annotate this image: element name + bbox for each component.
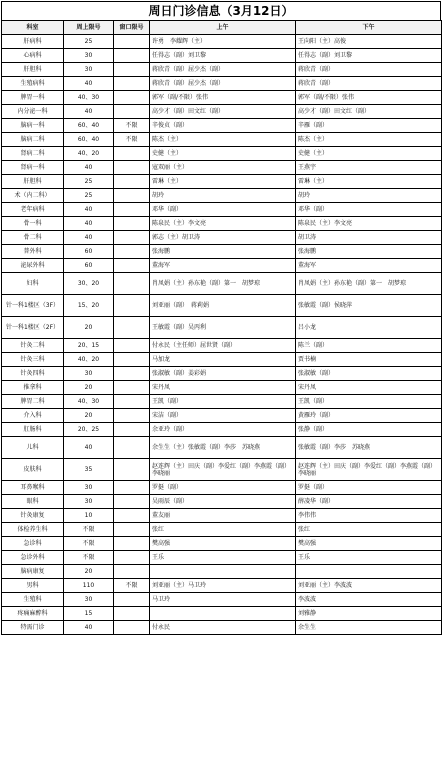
limit-cell: 15 <box>64 607 114 621</box>
table-row <box>2 621 442 635</box>
afternoon-doctors-cell: 王向阳（主）高俊 <box>296 35 442 49</box>
window-limit-cell <box>114 481 150 495</box>
limit-cell: 40 <box>64 231 114 245</box>
col-header-dept: 科室 <box>2 21 64 35</box>
morning-doctors-cell: 张红 <box>150 523 296 537</box>
window-limit-cell <box>114 295 150 317</box>
window-limit-cell <box>114 189 150 203</box>
afternoon-doctors-cell: 薛凌华（副） <box>296 495 442 509</box>
window-limit-cell <box>114 147 150 161</box>
afternoon-doctors-cell: 李波波 <box>296 593 442 607</box>
morning-doctors-cell: 董海军 <box>150 259 296 273</box>
table-row <box>2 509 442 523</box>
page-title: 周日门诊信息（3月12日） <box>1 1 441 20</box>
window-limit-cell <box>114 565 150 579</box>
afternoon-doctors-cell: 张敏霞（副）侯晓萍 <box>296 295 442 317</box>
limit-cell: 15、20 <box>64 295 114 317</box>
limit-cell: 不限 <box>64 537 114 551</box>
limit-cell: 40、30 <box>64 91 114 105</box>
afternoon-doctors-cell: 张敏霞（副）李莎 苏晓燕 <box>296 437 442 459</box>
table-row <box>2 231 442 245</box>
afternoon-doctors-cell: 罗挺（副） <box>296 481 442 495</box>
window-limit-cell <box>114 367 150 381</box>
dept-cell: 术（内二科） <box>2 189 64 203</box>
morning-doctors-cell: 赵连辉（主）田庆（副）李爱红（副）李燕霞（副）李晓丽 <box>150 459 296 481</box>
window-limit-cell <box>114 607 150 621</box>
col-header-limit: 周上限号 <box>64 21 114 35</box>
morning-doctors-cell: 蒋欣青（副）屈少杰（副） <box>150 63 296 77</box>
limit-cell: 不限 <box>64 523 114 537</box>
window-limit-cell <box>114 259 150 273</box>
dept-cell: 肝病科 <box>2 35 64 49</box>
afternoon-doctors-cell: 胡卫涛 <box>296 231 442 245</box>
dept-cell: 耳鼻喉科 <box>2 481 64 495</box>
morning-doctors-cell: 付永民 <box>150 621 296 635</box>
morning-doctors-cell: 王乐 <box>150 551 296 565</box>
limit-cell: 25 <box>64 175 114 189</box>
dept-cell: 眼科 <box>2 495 64 509</box>
dept-cell: 急诊外科 <box>2 551 64 565</box>
limit-cell: 60 <box>64 259 114 273</box>
morning-doctors-cell: 刘亚丽（副） 蒋莉娟 <box>150 295 296 317</box>
afternoon-doctors-cell: 张海鹏 <box>296 245 442 259</box>
afternoon-doctors-cell: 刘亚丽（主）李波波 <box>296 579 442 593</box>
window-limit-cell <box>114 409 150 423</box>
limit-cell: 20 <box>64 381 114 395</box>
table-row <box>2 189 442 203</box>
window-limit-cell <box>114 537 150 551</box>
morning-doctors-cell: 王敏霞（副）吴丙利 <box>150 317 296 339</box>
morning-doctors-cell: 许勇 李耀辉（主） <box>150 35 296 49</box>
afternoon-doctors-cell: 肖凤娟（主）孙东艳（副）第一 胡梦琼 <box>296 273 442 295</box>
limit-cell: 40 <box>64 621 114 635</box>
window-limit-cell <box>114 217 150 231</box>
afternoon-doctors-cell: 蒋欣青（副） <box>296 63 442 77</box>
window-limit-cell <box>114 77 150 91</box>
limit-cell: 20 <box>64 565 114 579</box>
window-limit-cell <box>114 551 150 565</box>
limit-cell: 40 <box>64 203 114 217</box>
table-row <box>2 49 442 63</box>
dept-cell: 生殖科 <box>2 593 64 607</box>
table-row <box>2 203 442 217</box>
table-row <box>2 63 442 77</box>
dept-cell: 脾胃二科 <box>2 395 64 409</box>
window-limit-cell <box>114 339 150 353</box>
dept-cell: 针灸三科 <box>2 353 64 367</box>
table-row <box>2 217 442 231</box>
table-row <box>2 607 442 621</box>
limit-cell: 40、30 <box>64 395 114 409</box>
limit-cell: 30 <box>64 367 114 381</box>
table-row <box>2 481 442 495</box>
table-row <box>2 317 442 339</box>
morning-doctors-cell: 寇双丽（主） <box>150 161 296 175</box>
window-limit-cell <box>114 353 150 367</box>
table-header-row <box>2 21 442 35</box>
limit-cell: 不限 <box>64 551 114 565</box>
dept-cell: 脑病二科 <box>2 133 64 147</box>
limit-cell: 60、40 <box>64 119 114 133</box>
afternoon-doctors-cell: 郭军（副/不限）张伟 <box>296 91 442 105</box>
window-limit-cell <box>114 49 150 63</box>
limit-cell: 25 <box>64 35 114 49</box>
limit-cell: 10 <box>64 509 114 523</box>
window-limit-cell <box>114 105 150 119</box>
afternoon-doctors-cell: 刘雅静 <box>296 607 442 621</box>
morning-doctors-cell: 罗挺（副） <box>150 481 296 495</box>
dept-cell: 疼痛麻醉科 <box>2 607 64 621</box>
afternoon-doctors-cell: 张静（副） <box>296 423 442 437</box>
dept-cell: 针灸二科 <box>2 339 64 353</box>
morning-doctors-cell: 吴雨辰（副） <box>150 495 296 509</box>
dept-cell: 骨一科 <box>2 217 64 231</box>
schedule-sheet <box>1 1 441 635</box>
dept-cell: 脑病康复 <box>2 565 64 579</box>
table-row <box>2 459 442 481</box>
dept-cell: 脑病一科 <box>2 119 64 133</box>
dept-cell: 内分泌一科 <box>2 105 64 119</box>
morning-doctors-cell: 郭志（主）胡卫涛 <box>150 231 296 245</box>
col-header-window: 窗口限号 <box>114 21 150 35</box>
morning-doctors-cell <box>150 565 296 579</box>
afternoon-doctors-cell: 李伟伟 <box>296 509 442 523</box>
morning-doctors-cell: 张淑敏（副）姜彩娟 <box>150 367 296 381</box>
limit-cell: 40 <box>64 77 114 91</box>
window-limit-cell <box>114 395 150 409</box>
window-limit-cell <box>114 245 150 259</box>
afternoon-doctors-cell: 樊高强 <box>296 537 442 551</box>
limit-cell: 40 <box>64 437 114 459</box>
limit-cell: 60、40 <box>64 133 114 147</box>
morning-doctors-cell: 辛俊贞（副） <box>150 119 296 133</box>
table-row <box>2 133 442 147</box>
window-limit-cell: 不限 <box>114 133 150 147</box>
morning-doctors-cell: 张海鹏 <box>150 245 296 259</box>
morning-doctors-cell: 肖凤娟（主）孙东艳（副）第一 胡梦琼 <box>150 273 296 295</box>
limit-cell: 30 <box>64 481 114 495</box>
limit-cell: 30 <box>64 63 114 77</box>
table-row <box>2 35 442 49</box>
morning-doctors-cell: 蒋欣青（副）屈少杰（副） <box>150 77 296 91</box>
dept-cell: 针灸康复 <box>2 509 64 523</box>
table-row <box>2 579 442 593</box>
limit-cell: 30 <box>64 495 114 509</box>
afternoon-doctors-cell: 史健（主） <box>296 147 442 161</box>
table-row <box>2 259 442 273</box>
table-row <box>2 91 442 105</box>
window-limit-cell <box>114 317 150 339</box>
dept-cell: 急诊科 <box>2 537 64 551</box>
afternoon-doctors-cell: 辛雁（副） <box>296 119 442 133</box>
afternoon-doctors-cell: 陈兰（副） <box>296 339 442 353</box>
window-limit-cell <box>114 35 150 49</box>
table-row <box>2 423 442 437</box>
dept-cell: 心病科 <box>2 49 64 63</box>
dept-cell: 特需门诊 <box>2 621 64 635</box>
afternoon-doctors-cell: 王燕宇 <box>296 161 442 175</box>
dept-cell: 肝胆科 <box>2 63 64 77</box>
afternoon-doctors-cell: 陈泉民（主）李文亮 <box>296 217 442 231</box>
dept-cell: 肾病二科 <box>2 147 64 161</box>
table-row <box>2 551 442 565</box>
table-row <box>2 523 442 537</box>
morning-doctors-cell: 刘亚丽（主）马卫玲 <box>150 579 296 593</box>
table-row <box>2 175 442 189</box>
morning-doctors-cell: 宋丹凤 <box>150 381 296 395</box>
col-header-pm: 下午 <box>296 21 442 35</box>
window-limit-cell <box>114 523 150 537</box>
afternoon-doctors-cell: 贾书楠 <box>296 353 442 367</box>
window-limit-cell: 不限 <box>114 119 150 133</box>
limit-cell: 110 <box>64 579 114 593</box>
table-row <box>2 245 442 259</box>
dept-cell: 肝胆科 <box>2 175 64 189</box>
table-row <box>2 295 442 317</box>
window-limit-cell <box>114 203 150 217</box>
afternoon-doctors-cell: 王乐 <box>296 551 442 565</box>
window-limit-cell <box>114 509 150 523</box>
limit-cell: 60 <box>64 245 114 259</box>
table-row <box>2 77 442 91</box>
dept-cell: 男科 <box>2 579 64 593</box>
morning-doctors-cell: 陈杰（主） <box>150 133 296 147</box>
table-row <box>2 339 442 353</box>
dept-cell: 针灸四科 <box>2 367 64 381</box>
afternoon-doctors-cell: 邓华（副） <box>296 203 442 217</box>
afternoon-doctors-cell: 任得志（副）刘卫黎 <box>296 49 442 63</box>
table-row <box>2 437 442 459</box>
limit-cell: 30 <box>64 49 114 63</box>
dept-cell: 泌尿外科 <box>2 259 64 273</box>
window-limit-cell <box>114 273 150 295</box>
morning-doctors-cell: 付永民（主任师）屈世贤（副） <box>150 339 296 353</box>
morning-doctors-cell: 王凯（副） <box>150 395 296 409</box>
window-limit-cell <box>114 593 150 607</box>
morning-doctors-cell: 雷琳（主） <box>150 175 296 189</box>
limit-cell: 40 <box>64 105 114 119</box>
afternoon-doctors-cell: 黄雁玲（副） <box>296 409 442 423</box>
dept-cell: 肾病一科 <box>2 161 64 175</box>
morning-doctors-cell: 董友丽 <box>150 509 296 523</box>
dept-cell: 普外科 <box>2 245 64 259</box>
table-row <box>2 367 442 381</box>
dept-cell: 生殖病科 <box>2 77 64 91</box>
window-limit-cell: 不限 <box>114 579 150 593</box>
table-row <box>2 409 442 423</box>
morning-doctors-cell: 马加龙 <box>150 353 296 367</box>
limit-cell: 25 <box>64 189 114 203</box>
window-limit-cell <box>114 459 150 481</box>
table-body <box>2 35 442 635</box>
morning-doctors-cell: 余生生（主）张敏霞（副）李莎 苏晓燕 <box>150 437 296 459</box>
limit-cell: 40、20 <box>64 353 114 367</box>
afternoon-doctors-cell: 陈杰（主） <box>296 133 442 147</box>
window-limit-cell <box>114 621 150 635</box>
afternoon-doctors-cell: 赵连辉（主）田庆（副）李爱红（副）李燕霞（副）李晓丽 <box>296 459 442 481</box>
limit-cell: 30 <box>64 593 114 607</box>
afternoon-doctors-cell: 吕小龙 <box>296 317 442 339</box>
afternoon-doctors-cell: 张红 <box>296 523 442 537</box>
afternoon-doctors-cell: 高少才（副）田文红（副） <box>296 105 442 119</box>
schedule-table <box>1 20 442 635</box>
table-row <box>2 495 442 509</box>
dept-cell: 妇科 <box>2 273 64 295</box>
table-row <box>2 395 442 409</box>
afternoon-doctors-cell: 张淑敏（副） <box>296 367 442 381</box>
dept-cell: 针一科1楼区（3F） <box>2 295 64 317</box>
dept-cell: 肛肠科 <box>2 423 64 437</box>
afternoon-doctors-cell: 雷琳（主） <box>296 175 442 189</box>
window-limit-cell <box>114 381 150 395</box>
col-header-am: 上午 <box>150 21 296 35</box>
morning-doctors-cell: 陈泉民（主）李文亮 <box>150 217 296 231</box>
dept-cell: 老年病科 <box>2 203 64 217</box>
limit-cell: 20 <box>64 409 114 423</box>
limit-cell: 20、25 <box>64 423 114 437</box>
morning-doctors-cell: 胡玲 <box>150 189 296 203</box>
morning-doctors-cell: 马卫玲 <box>150 593 296 607</box>
window-limit-cell <box>114 63 150 77</box>
afternoon-doctors-cell: 胡玲 <box>296 189 442 203</box>
morning-doctors-cell <box>150 607 296 621</box>
window-limit-cell <box>114 175 150 189</box>
morning-doctors-cell: 任得志（副）刘卫黎 <box>150 49 296 63</box>
window-limit-cell <box>114 437 150 459</box>
afternoon-doctors-cell: 余生生 <box>296 621 442 635</box>
limit-cell: 20 <box>64 317 114 339</box>
limit-cell: 40 <box>64 161 114 175</box>
morning-doctors-cell: 史健（主） <box>150 147 296 161</box>
morning-doctors-cell: 宋洁（副） <box>150 409 296 423</box>
window-limit-cell <box>114 495 150 509</box>
dept-cell: 骨二科 <box>2 231 64 245</box>
morning-doctors-cell: 邓华（副） <box>150 203 296 217</box>
dept-cell: 针一科1楼区（2F） <box>2 317 64 339</box>
table-row <box>2 161 442 175</box>
afternoon-doctors-cell: 董海军 <box>296 259 442 273</box>
dept-cell: 介入科 <box>2 409 64 423</box>
limit-cell: 30、20 <box>64 273 114 295</box>
table-row <box>2 565 442 579</box>
limit-cell: 20、15 <box>64 339 114 353</box>
limit-cell: 40、20 <box>64 147 114 161</box>
dept-cell: 推拿科 <box>2 381 64 395</box>
limit-cell: 40 <box>64 217 114 231</box>
table-row <box>2 593 442 607</box>
table-row <box>2 105 442 119</box>
afternoon-doctors-cell: 王凯（副） <box>296 395 442 409</box>
morning-doctors-cell: 余亚玲（副） <box>150 423 296 437</box>
table-row <box>2 353 442 367</box>
window-limit-cell <box>114 91 150 105</box>
dept-cell: 皮肤科 <box>2 459 64 481</box>
dept-cell: 脾胃一科 <box>2 91 64 105</box>
window-limit-cell <box>114 423 150 437</box>
table-row <box>2 381 442 395</box>
table-row <box>2 537 442 551</box>
afternoon-doctors-cell <box>296 565 442 579</box>
dept-cell: 儿科 <box>2 437 64 459</box>
morning-doctors-cell: 郭军（副/不限）张伟 <box>150 91 296 105</box>
window-limit-cell <box>114 161 150 175</box>
afternoon-doctors-cell: 蒋欣青（副） <box>296 77 442 91</box>
window-limit-cell <box>114 231 150 245</box>
limit-cell: 35 <box>64 459 114 481</box>
table-row <box>2 273 442 295</box>
morning-doctors-cell: 高少才（副）田文红（副） <box>150 105 296 119</box>
morning-doctors-cell: 樊高强 <box>150 537 296 551</box>
dept-cell: 体检养生科 <box>2 523 64 537</box>
table-row <box>2 147 442 161</box>
afternoon-doctors-cell: 宋丹凤 <box>296 381 442 395</box>
table-row <box>2 119 442 133</box>
